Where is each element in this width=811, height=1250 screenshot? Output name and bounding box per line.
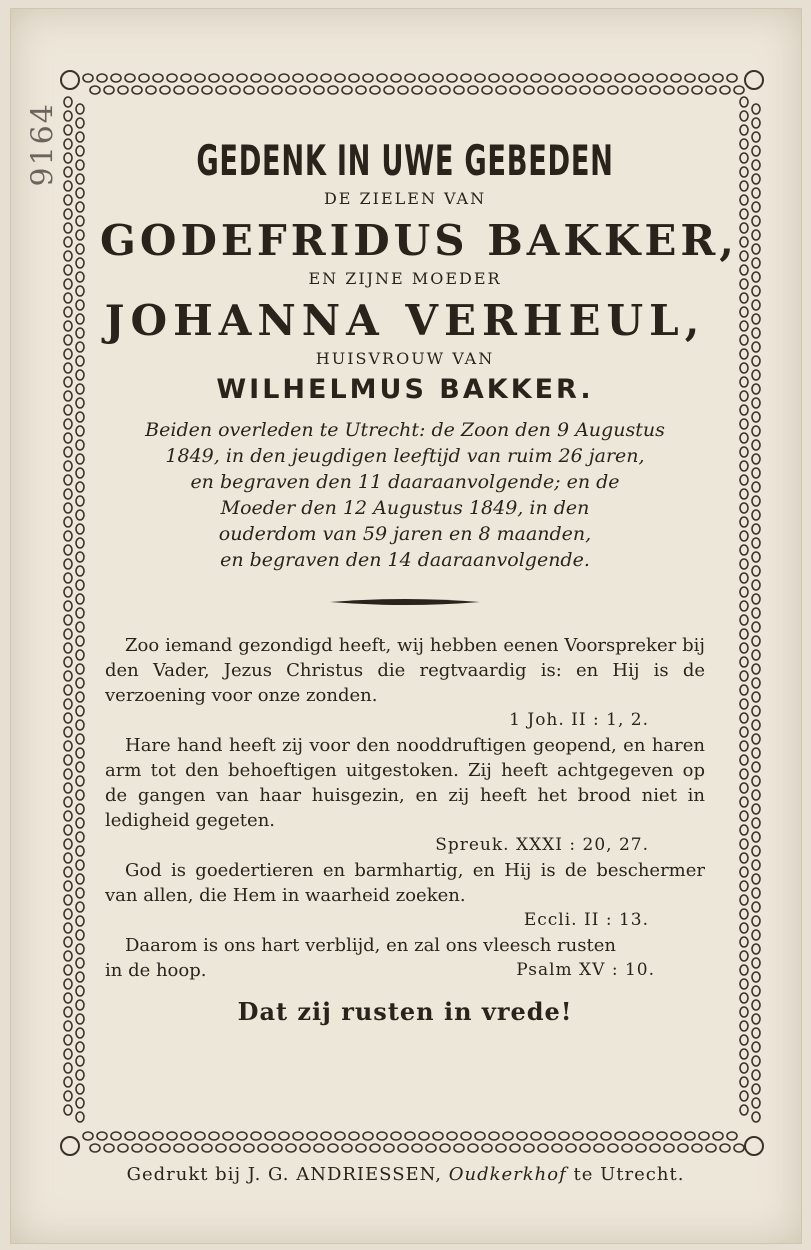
verse-4-reference: Psalm XV : 10. bbox=[516, 960, 655, 980]
death-notice bbox=[100, 417, 710, 573]
notice-line: 1849, in den jeugdigen leeftijd van ruim 26 jaren, bbox=[165, 445, 645, 467]
heading-wife-of: HUISVROUW VAN bbox=[315, 349, 495, 368]
notice-line: en begraven den 14 daaraanvolgende. bbox=[220, 549, 590, 571]
heading-and-mother: EN ZIJNE MOEDER bbox=[308, 269, 502, 288]
printer-imprint bbox=[0, 1164, 811, 1185]
card-content bbox=[100, 130, 738, 1026]
printer-prefix: Gedrukt bij J. G. ANDRIESSEN, bbox=[126, 1164, 442, 1185]
closing-prayer: Dat zij rusten in vrede! bbox=[237, 997, 573, 1026]
verse-4-start: Daarom is ons hart verblijd, en zal ons vleesch rusten bbox=[125, 935, 616, 956]
verse-4-last-line bbox=[105, 958, 705, 983]
notice-line: ouderdom van 59 jaren en 8 maanden, bbox=[218, 523, 592, 545]
verse-3-reference: Eccli. II : 13. bbox=[523, 910, 649, 930]
verse-1: Zoo iemand gezondigd heeft, wij hebben eenen Voorspreker bij den Vader, Jezus Christus die regtvaardig is: en Hij is de verzoening voor onze zonden. bbox=[105, 635, 705, 706]
divider-rule bbox=[330, 597, 480, 607]
verse-4-end: in de hoop. bbox=[105, 960, 207, 981]
heading-souls-of: DE ZIELEN VAN bbox=[323, 189, 487, 208]
name-godefridus: GODEFRIDUS BAKKER, bbox=[100, 216, 738, 265]
name-wilhelmus: WILHELMUS BAKKER. bbox=[216, 374, 594, 405]
printer-suffix: te Utrecht. bbox=[573, 1164, 685, 1185]
verse-2: Hare hand heeft zij voor den nooddruftigen geopend, en haren arm tot den behoeftigen uitgestoken. Zij heeft achtgegeven op de gangen van haar huisgezin, en zij heeft het brood niet in ledigheid gegeten. bbox=[105, 735, 705, 831]
verse-3: God is goedertieren en barmhartig, en Hij is de beschermer van allen, die Hem in waarheid zoeken. bbox=[105, 860, 705, 906]
printer-place: Oudkerkhof bbox=[448, 1164, 567, 1185]
heading-remember: GEDENK IN UWE GEBEDEN bbox=[196, 136, 614, 185]
notice-line: en begraven den 11 daaraanvolgende; en de bbox=[190, 471, 620, 493]
notice-line: Beiden overleden te Utrecht: de Zoon den 9 Augustus bbox=[145, 419, 665, 441]
name-johanna: JOHANNA VERHEUL, bbox=[104, 296, 706, 345]
verse-1-reference: 1 Joh. II : 1, 2. bbox=[509, 710, 649, 730]
handwritten-number: 9164 bbox=[25, 102, 61, 187]
verse-2-reference: Spreuk. XXXI : 20, 27. bbox=[435, 835, 649, 855]
scripture-verses bbox=[105, 633, 705, 983]
notice-line: Moeder den 12 Augustus 1849, in den bbox=[220, 497, 590, 519]
